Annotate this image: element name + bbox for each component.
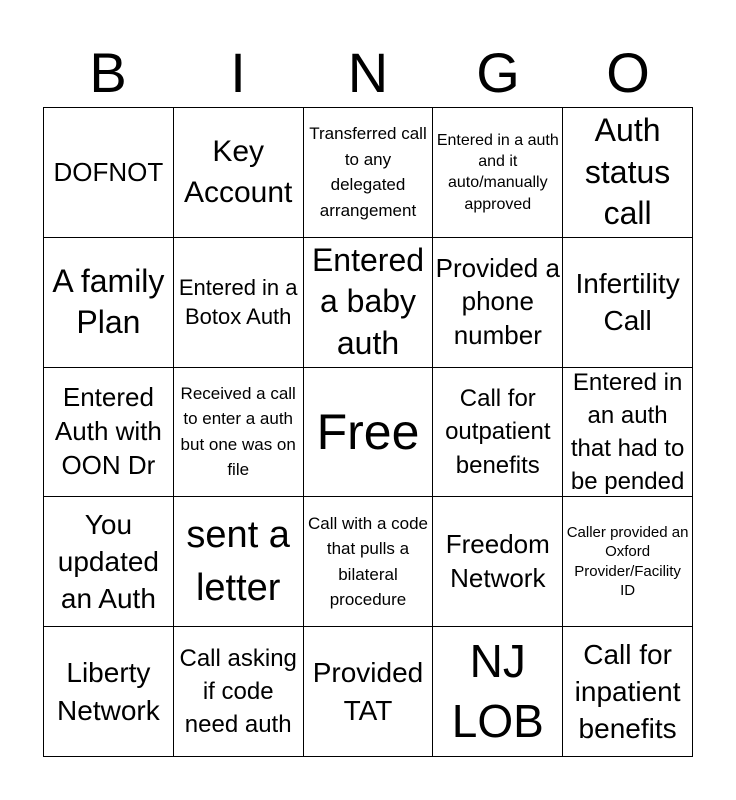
bingo-cell[interactable]: Liberty Network <box>44 627 174 757</box>
bingo-cell[interactable]: Entered in an auth that had to be pended <box>563 368 693 498</box>
bingo-cell[interactable]: sent a letter <box>174 497 304 627</box>
bingo-header <box>43 40 693 106</box>
header-letter-o: O <box>606 41 650 104</box>
bingo-cell[interactable]: Transferred call to any delegated arrangement <box>304 108 434 238</box>
bingo-cell[interactable]: Infertility Call <box>563 238 693 368</box>
bingo-cell[interactable]: Freedom Network <box>433 497 563 627</box>
free-cell[interactable]: Free <box>304 368 434 498</box>
bingo-cell[interactable]: Call asking if code need auth <box>174 627 304 757</box>
bingo-cell[interactable]: Call for inpatient benefits <box>563 627 693 757</box>
bingo-cell[interactable]: NJ LOB <box>433 627 563 757</box>
bingo-cell[interactable]: Entered in a auth and it auto/manually approved <box>433 108 563 238</box>
bingo-board <box>43 107 693 757</box>
bingo-cell[interactable]: A family Plan <box>44 238 174 368</box>
bingo-cell[interactable]: Entered in a Botox Auth <box>174 238 304 368</box>
bingo-cell[interactable]: You updated an Auth <box>44 497 174 627</box>
header-letter-g: G <box>476 41 520 104</box>
header-letter-b: B <box>89 41 127 104</box>
bingo-cell[interactable]: Key Account <box>174 108 304 238</box>
bingo-cell[interactable]: Call for outpatient benefits <box>433 368 563 498</box>
bingo-cell[interactable]: Entered a baby auth <box>304 238 434 368</box>
header-letter-i: I <box>230 41 246 104</box>
bingo-cell[interactable]: Provided a phone number <box>433 238 563 368</box>
bingo-cell[interactable]: Received a call to enter a auth but one was on file <box>174 368 304 498</box>
bingo-cell[interactable]: Call with a code that pulls a bilateral procedure <box>304 497 434 627</box>
bingo-cell[interactable]: DOFNOT <box>44 108 174 238</box>
bingo-cell[interactable]: Caller provided an Oxford Provider/Facility ID <box>563 497 693 627</box>
header-letter-n: N <box>347 41 389 104</box>
bingo-cell[interactable]: Provided TAT <box>304 627 434 757</box>
bingo-cell[interactable]: Entered Auth with OON Dr <box>44 368 174 498</box>
bingo-cell[interactable]: Auth status call <box>563 108 693 238</box>
